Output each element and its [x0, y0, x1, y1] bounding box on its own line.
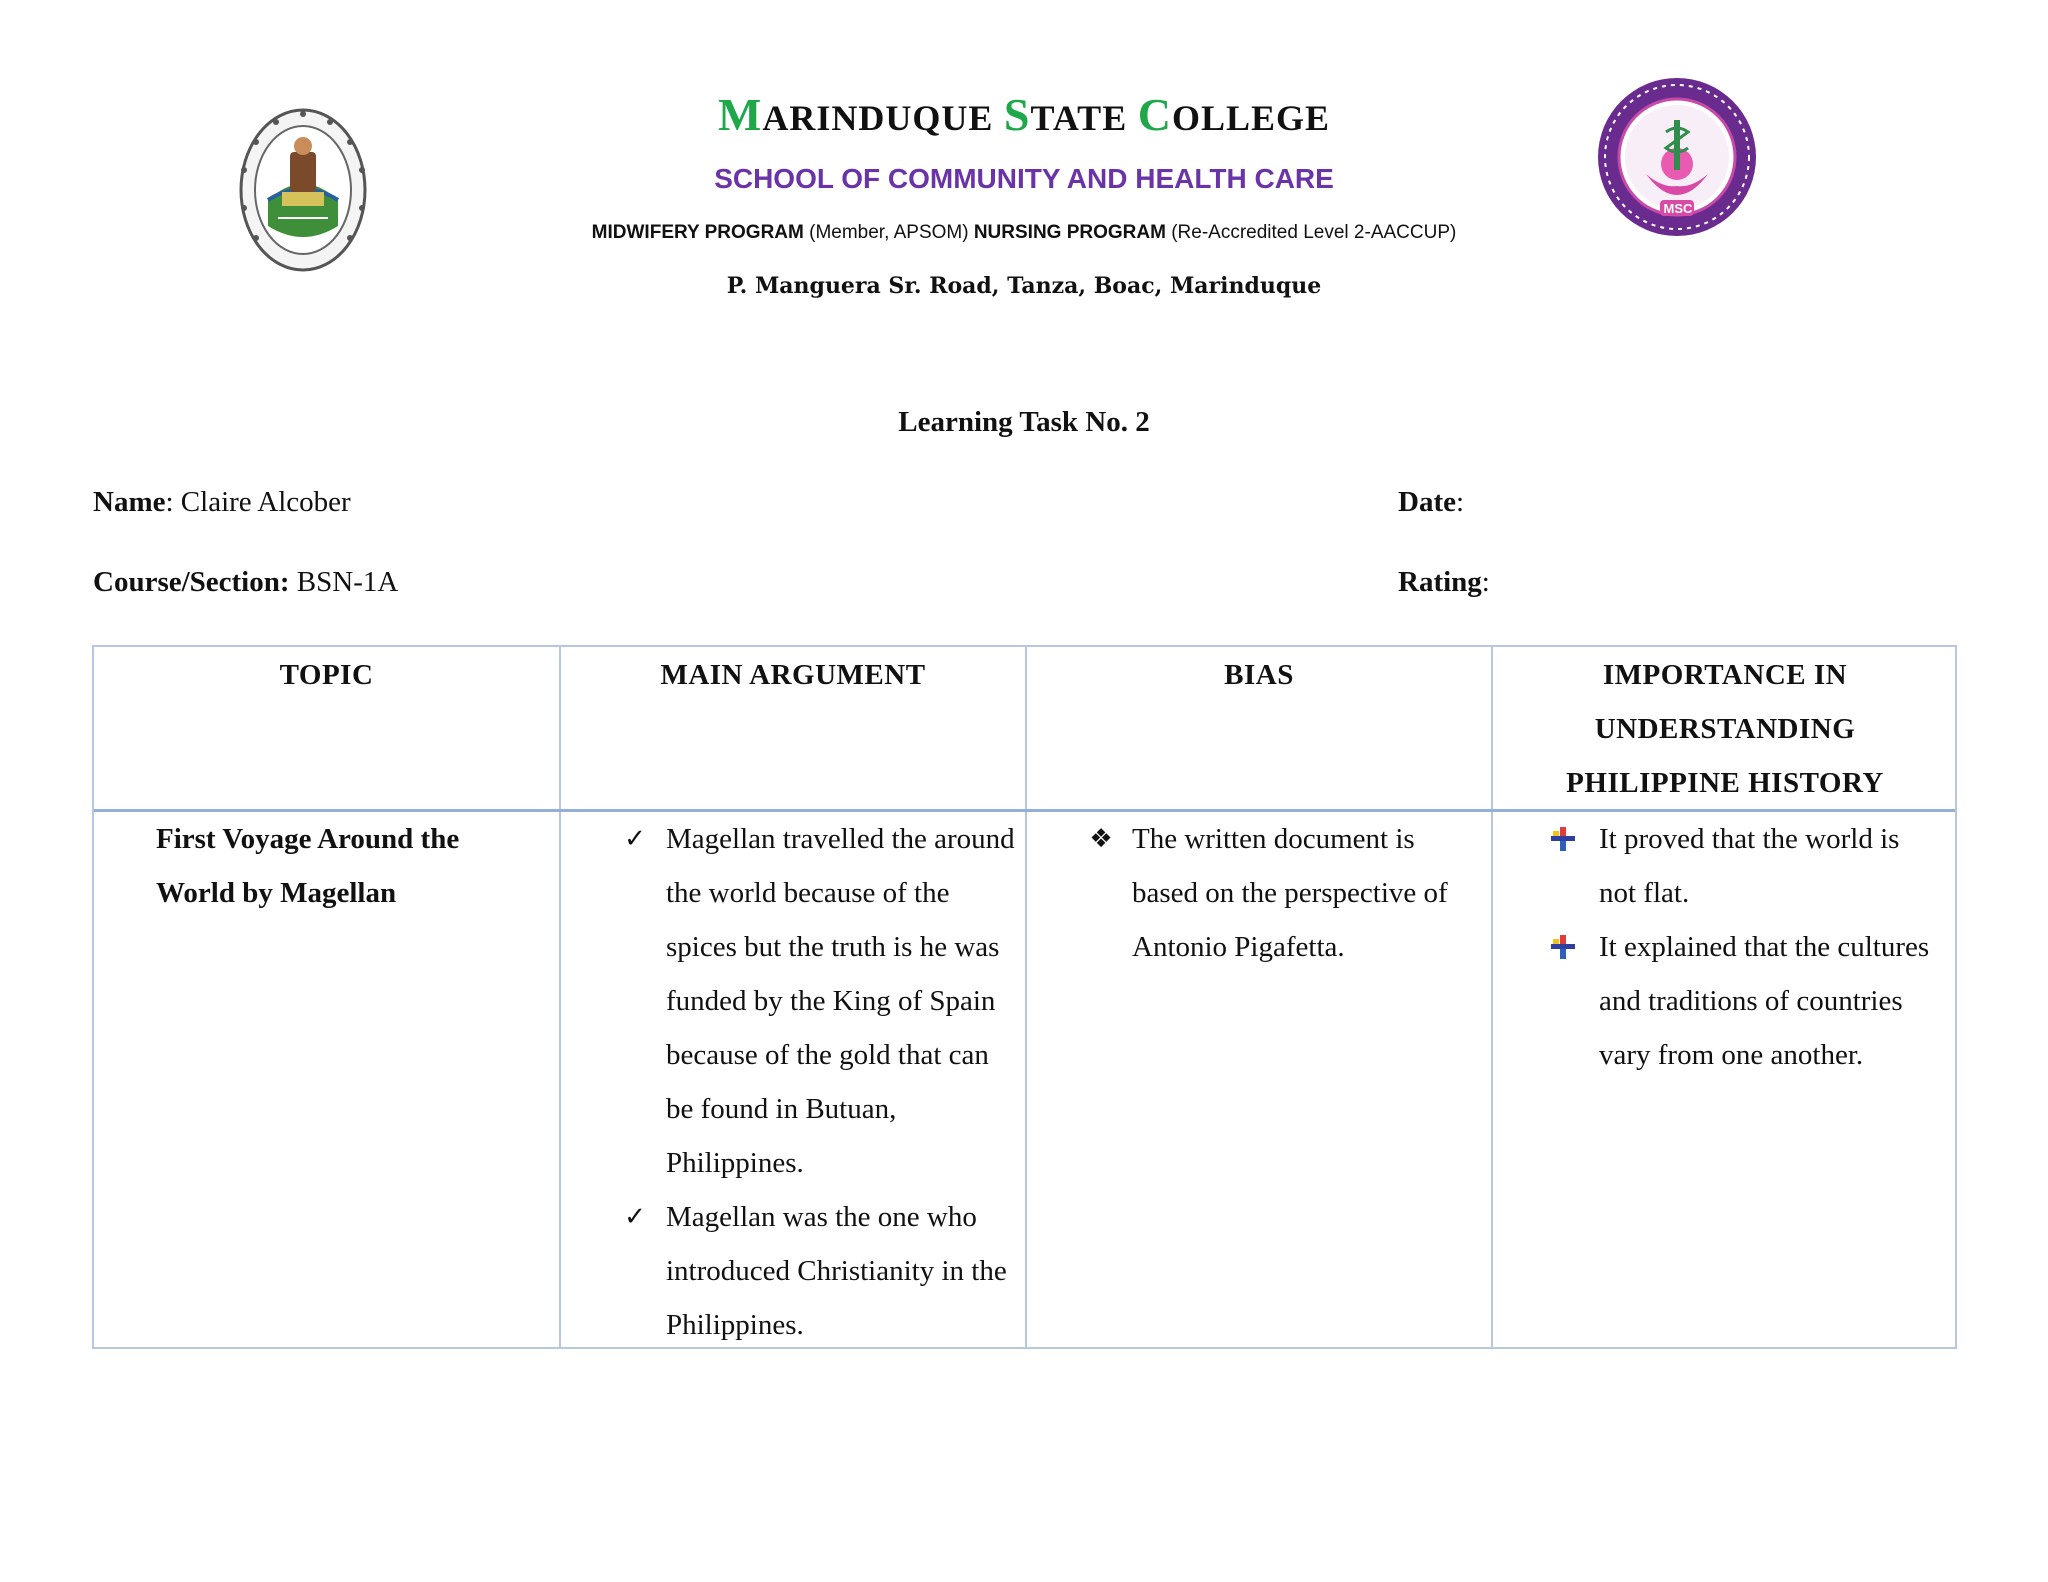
midwifery-program-note: (Member, APSOM) — [809, 222, 969, 243]
name-label: Name — [93, 486, 166, 518]
college-word-2: TATE — [1030, 98, 1128, 138]
college-initial-c: C — [1137, 89, 1172, 140]
header-importance — [1493, 647, 1957, 810]
column-divider — [559, 647, 561, 1347]
college-word-3: OLLEGE — [1171, 98, 1331, 138]
bias-cell — [1089, 812, 1482, 974]
name-field: Name: Claire Alcober — [93, 486, 351, 518]
column-divider — [1025, 647, 1027, 1347]
main-argument-text: Magellan travelled the around the world because of the spices but the truth is he was funded by the King of Spain because of the gold that can be found in Butuan, Philippines. — [666, 823, 1015, 1179]
header-topic: TOPIC — [279, 659, 374, 691]
college-initial-s: S — [1003, 89, 1031, 140]
learning-task-table — [92, 645, 1957, 1349]
header-importance-line-1: IMPORTANCE IN — [1602, 659, 1848, 691]
list-item — [1599, 920, 1939, 1082]
course-value: BSN-1A — [296, 566, 399, 598]
colored-plus-icon — [1549, 825, 1577, 853]
importance-text: It explained that the cultures and traditions of countries vary from one another. — [1599, 931, 1930, 1071]
college-initial-m: M — [717, 89, 763, 140]
list-item — [624, 1190, 1016, 1352]
checkmark-icon: ✓ — [624, 1202, 646, 1232]
rating-label: Rating — [1398, 566, 1482, 598]
importance-cell — [1599, 812, 1939, 1082]
college-word-1: ARINDUQUE — [762, 98, 994, 138]
main-argument-text: Magellan was the one who introduced Christianity in the Philippines. — [666, 1201, 1007, 1341]
date-field: Date: — [1398, 486, 1465, 518]
list-item — [1599, 812, 1939, 920]
date-label: Date — [1398, 486, 1456, 518]
header-bias: BIAS — [1224, 659, 1294, 691]
nursing-program-note: (Re-Accredited Level 2-AACCUP) — [1171, 222, 1457, 243]
school-name: SCHOOL OF COMMUNITY AND HEALTH CARE — [714, 163, 1334, 194]
list-item — [624, 812, 1016, 1190]
program-line — [0, 222, 2048, 244]
nursing-program: NURSING PROGRAM — [973, 222, 1166, 243]
header-importance-line-3: PHILIPPINE HISTORY — [1566, 767, 1884, 799]
course-section-field — [93, 566, 398, 599]
logo-right-badge: MSC — [1663, 201, 1693, 216]
checkmark-icon: ✓ — [624, 824, 646, 854]
college-name — [0, 88, 2048, 141]
colored-plus-icon — [1549, 933, 1577, 961]
address: P. Manguera Sr. Road, Tanza, Boac, Marinduque — [726, 273, 1322, 299]
topic-cell: First Voyage Around the World by Magellan — [156, 823, 460, 909]
header-importance-line-2: UNDERSTANDING — [1594, 713, 1856, 745]
rating-field: Rating: — [1398, 566, 1490, 598]
header-main-argument: MAIN ARGUMENT — [660, 659, 926, 691]
course-label: Course/Section: — [93, 566, 290, 598]
list-item — [1089, 812, 1482, 974]
diamond-cluster-icon: ❖ — [1089, 824, 1113, 854]
page-title: Learning Task No. 2 — [898, 406, 1150, 438]
midwifery-program: MIDWIFERY PROGRAM — [591, 222, 804, 243]
bias-text: The written document is based on the perspective of Antonio Pigafetta. — [1132, 823, 1448, 963]
name-value: Claire Alcober — [180, 486, 351, 518]
main-argument-cell — [624, 812, 1016, 1352]
importance-text: It proved that the world is not flat. — [1599, 823, 1900, 909]
